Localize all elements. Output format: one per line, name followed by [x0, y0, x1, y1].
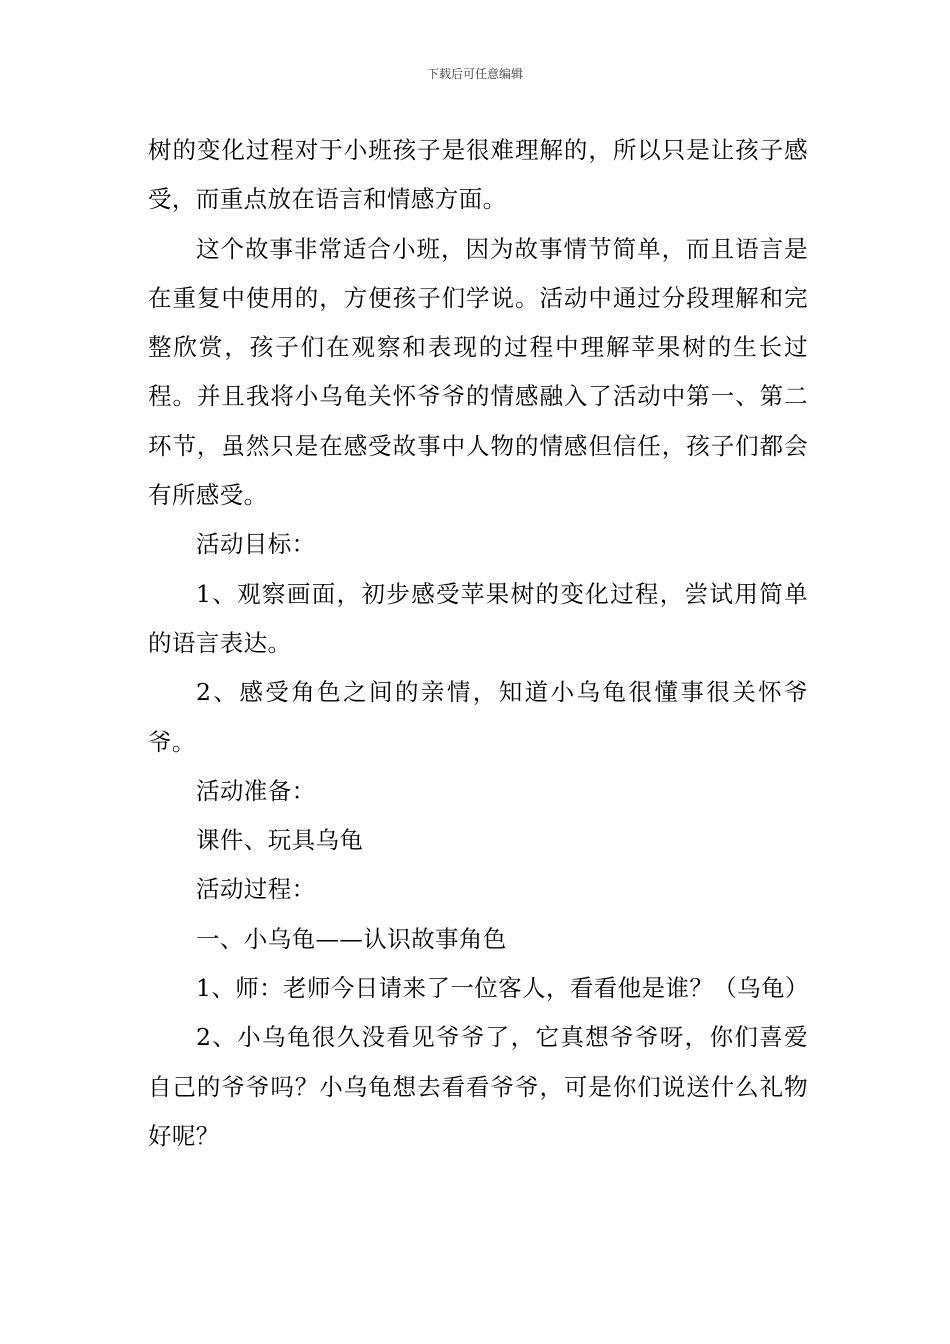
process-step-1: 1、师：老师今日请来了一位客人，看看他是谁？（乌龟）	[196, 974, 809, 1003]
heading-activity-goals: 活动目标：	[196, 530, 316, 559]
heading-activity-preparation: 活动准备：	[196, 776, 316, 805]
process-step-2: 2、小乌龟很久没看见爷爷了，它真想爷爷呀，你们喜爱自己的爷爷吗？小乌龟想去看看爷爷，可是你们说送什么礼物好呢？	[148, 1023, 808, 1150]
document-body	[148, 126, 808, 1161]
goal-item-2: 2、感受角色之间的亲情，知道小乌龟很懂事很关怀爷爷。	[148, 678, 808, 756]
page-header: 下载后可任意编辑	[426, 67, 523, 81]
paragraph-story-analysis: 这个故事非常适合小班，因为故事情节简单，而且语言是在重复中使用的，方便孩子们学说。活动中通过分段理解和完整欣赏，孩子们在观察和表现的过程中理解苹果树的生长过程。并且我将小乌龟关怀爷爷的情感融入了活动中第一、第二环节，虽然只是在感受故事中人物的情感但信任，孩子们都会有所感受。	[148, 234, 808, 510]
paragraph-continuation: 树的变化过程对于小班孩子是很难理解的，所以只是让孩子感受，而重点放在语言和情感方面。	[148, 136, 808, 214]
heading-activity-process: 活动过程：	[196, 875, 316, 904]
process-section-1-title: 一、小乌龟——认识故事角色	[196, 924, 507, 953]
goal-item-1: 1、观察画面，初步感受苹果树的变化过程，尝试用简单的语言表达。	[148, 579, 808, 657]
preparation-materials: 课件、玩具乌龟	[196, 826, 364, 855]
